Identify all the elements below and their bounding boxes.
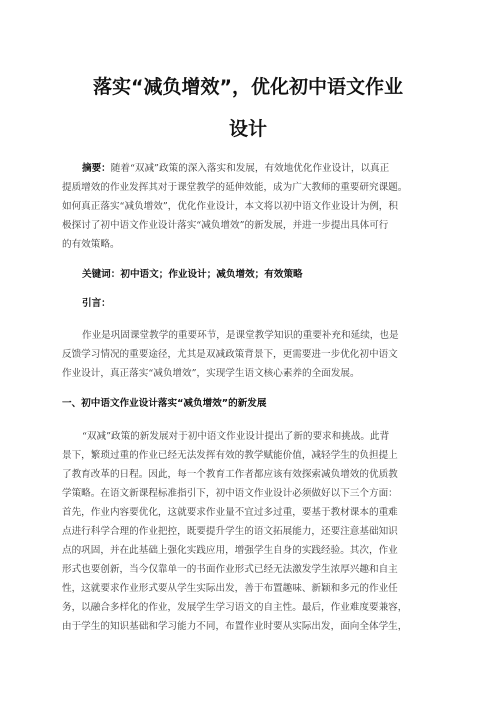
keywords: 关键词：初中语文；作业设计；减负增效；有效策略	[82, 269, 303, 280]
section-1-line: 点的巩固，并在此基础上强化实践应用，增强学生自身的实践经验。其次，作业	[62, 545, 398, 556]
section-1-line: 形式也要创新，当今仅靠单一的书面作业形式已经无法激发学生浓厚兴趣和自主	[62, 564, 398, 575]
intro-line: 作业设计，真正落实“减负增效”，实现学生语文核心素养的全面发展。	[62, 368, 360, 379]
intro-label: 引言：	[82, 298, 111, 309]
abstract-line: 极探讨了初中语文作业设计落实“减负增效”的新发展，并进一步提出具体可行	[62, 220, 389, 231]
section-1-heading: 一、初中语文作业设计落实“减负增效”的新发展	[62, 398, 267, 409]
intro-line: 作业是巩固课堂教学的重要环节，是课堂教学知识的重要补充和延续，也是	[82, 330, 399, 341]
section-1-line: 学策略。在语文新课程标准指引下，初中语文作业设计必须做好以下三个方面：	[62, 488, 398, 499]
paper-title-line-1: 落实“减负增效”，优化初中语文作业	[93, 76, 403, 98]
section-1-line: 首先，作业内容要优化，这就要求作业量不宜过多过重，要基于教材课本的重难	[62, 507, 398, 518]
section-1-line: 性，这就要求作业形式要从学生实际出发，善于布置趣味、新颖和多元的作业任	[62, 583, 398, 594]
abstract-label: 摘要：	[82, 163, 111, 174]
paper-title-line-2: 设计	[228, 118, 267, 140]
intro-line: 反馈学习情况的重要途径，尤其是双减政策背景下，更需要进一步优化初中语文	[62, 349, 398, 360]
abstract-line: 提质增效的作业发挥其对于课堂教学的延伸效能，成为广大教师的重要研究课题。	[62, 182, 408, 193]
abstract-text: 随着“双减”政策的深入落实和发展，有效地优化作业设计，以真正	[110, 163, 390, 174]
section-1-line: 了教育改革的日程。因此，每一个教育工作者都应该有效探索减负增效的优质教	[62, 469, 398, 480]
section-1-line: “双减”政策的新发展对于初中语文作业设计提出了新的要求和挑战。此背	[82, 431, 390, 442]
abstract-line: 的有效策略。	[62, 239, 120, 250]
abstract-line	[82, 162, 440, 175]
section-1-line: 景下，繁琐过重的作业已经无法发挥有效的教学赋能价值，减轻学生的负担提上	[62, 450, 398, 461]
section-1-line: 务，以融合多样化的作业，发展学生学习语文的自主性。最后，作业难度要兼容，	[62, 602, 408, 613]
section-1-line: 点进行科学合理的作业把控，既要提升学生的语文拓展能力，还要注意基础知识	[62, 526, 398, 537]
abstract-line: 如何真正落实“减负增效”，优化作业设计，本文将以初中语文作业设计为例，积	[62, 201, 398, 212]
section-1-line: 由于学生的知识基础和学习能力不同，布置作业时要从实际出发，面向全体学生，	[62, 621, 408, 632]
